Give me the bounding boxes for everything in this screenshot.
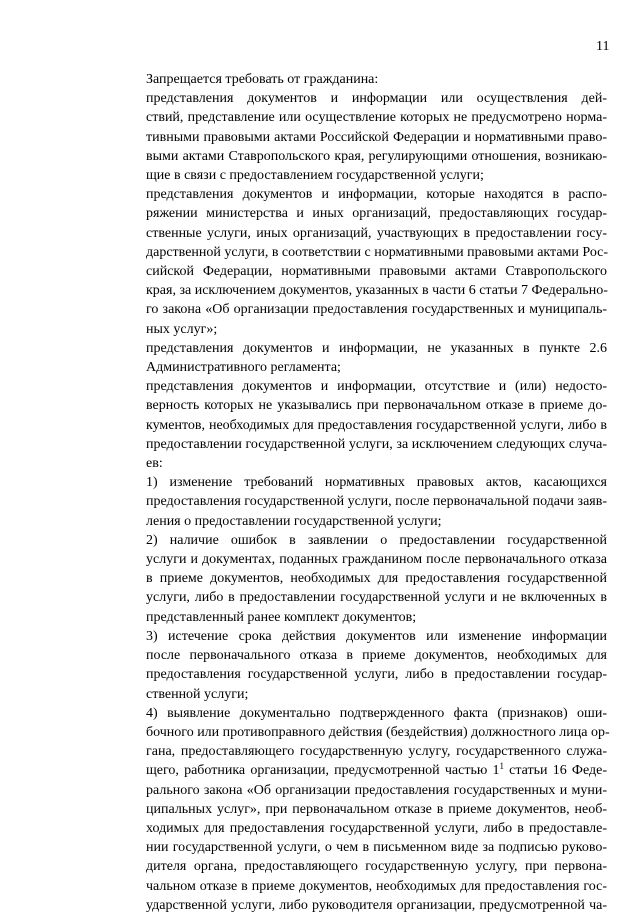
text-line: ев: — [146, 456, 163, 472]
text-line: ственной услуги; — [146, 686, 249, 702]
text-line: ударственной услуги, либо руководителя организации, предусмотренной ча- — [146, 897, 607, 913]
text-line: верность которых не указывались при первоначальном отказе в приеме до- — [146, 398, 607, 414]
paragraph-item — [107, 185, 607, 339]
text-line: дарственной услуги, в соответствии с нормативными правовыми актами Рос- — [146, 244, 609, 260]
text-line: ствий, представление или осуществление которых не предусмотрено норма- — [146, 110, 607, 126]
text-line: 2) наличие ошибок в заявлении о предоставлении государственной — [146, 532, 607, 548]
text-line: представления документов и информации или осуществления дей- — [146, 91, 607, 107]
text-line: ряжении министерства и иных организаций, предоставляющих государ- — [146, 206, 607, 222]
paragraph-item — [107, 339, 607, 377]
text-line: кументов, необходимых для предоставления государственной услуги, либо в — [146, 417, 607, 433]
text-line: ципальных услуг», при первоначальном отказе в приеме документов, необ- — [146, 801, 607, 817]
text-line: Запрещается требовать от гражданина: — [146, 72, 379, 87]
text-line: ходимых для предоставления государственной услуги, либо в предоставле- — [146, 820, 607, 836]
text-line: ления о предоставлении государственной услуги; — [146, 513, 442, 529]
text-line: представления документов и информации, не указанных в пункте 2.6 — [146, 340, 607, 356]
text-line: 4) выявление документально подтвержденного факта (признаков) оши- — [146, 705, 607, 721]
text-line: предоставления государственной услуги, после первоначальной подачи заяв- — [146, 494, 607, 510]
text-line: ных услуг»; — [146, 321, 218, 337]
text-line: услуги, либо в предоставлении государственной услуги и не включенных в — [146, 590, 607, 606]
text-line: нии государственной услуги, о чем в письменном виде за подписью руково- — [146, 840, 607, 856]
text-line: после первоначального отказа в приеме документов, необходимых для — [146, 648, 607, 664]
text-line: бочного или противоправного действия (бездействия) должностного лица ор- — [146, 724, 610, 740]
text-line: предоставления государственной услуги, либо в предоставлении государ- — [146, 667, 607, 683]
paragraph-exception-2 — [107, 531, 607, 627]
paragraph-exception-4 — [107, 704, 610, 915]
text-line: выми актами Ставропольского края, регулирующими отношения, возникаю- — [146, 148, 607, 164]
text-line: гана, предоставляющего государственную услугу, государственного служа- — [146, 744, 607, 760]
text-line: чальном отказе в приеме документов, необходимых для предоставления гос- — [146, 878, 607, 894]
paragraph-exception-3 — [107, 627, 607, 704]
paragraph-intro — [107, 70, 607, 89]
text-line: тивными правовыми актами Российской Федерации и нормативными право- — [146, 129, 607, 145]
document-body — [107, 70, 610, 915]
text-line: услуги и документах, поданных гражданином после первоначального отказа — [146, 552, 607, 568]
text-line: щие в связи с предоставлением государственной услуги; — [146, 168, 484, 184]
text-line: ственные услуги, иных организаций, участвующих в предоставлении госу- — [146, 225, 607, 241]
text-line: сийской Федерации, нормативными правовыми актами Ставропольского — [146, 264, 607, 280]
text-line: предоставлении государственной услуги, за исключением следующих случа- — [146, 436, 607, 452]
paragraph-exception-1 — [107, 473, 607, 531]
page-number: 11 — [596, 39, 610, 54]
text-line: Административного регламента; — [146, 360, 341, 376]
text-line: 1) изменение требований нормативных правовых актов, касающихся — [146, 475, 607, 491]
text-line: рального закона «Об организации предоставления государственных и муни- — [146, 782, 607, 798]
text-line-with-superscript — [107, 761, 607, 780]
text-line: дителя органа, предоставляющего государственную услугу, при первона- — [146, 859, 607, 875]
text-fragment: щего, работника организации, предусмотренной частью 1 — [146, 763, 500, 779]
paragraph-item — [107, 377, 607, 473]
paragraph-item — [107, 89, 607, 185]
text-line: края, за исключением документов, указанных в части 6 статьи 7 Федерально- — [146, 283, 608, 299]
text-fragment: статьи 16 Феде- — [503, 763, 607, 779]
text-line: представления документов и информации, которые находятся в распо- — [146, 187, 607, 203]
text-line: го закона «Об организации предоставления государственных и муниципаль- — [146, 302, 607, 318]
text-line: представленный ранее комплект документов; — [146, 609, 417, 625]
text-line: представления документов и информации, отсутствие и (или) недосто- — [146, 379, 607, 395]
text-line: 3) истечение срока действия документов или изменение информации — [146, 628, 607, 644]
text-line: в приеме документов, необходимых для предоставления государственной — [146, 571, 607, 587]
superscript: 1 — [499, 761, 504, 772]
